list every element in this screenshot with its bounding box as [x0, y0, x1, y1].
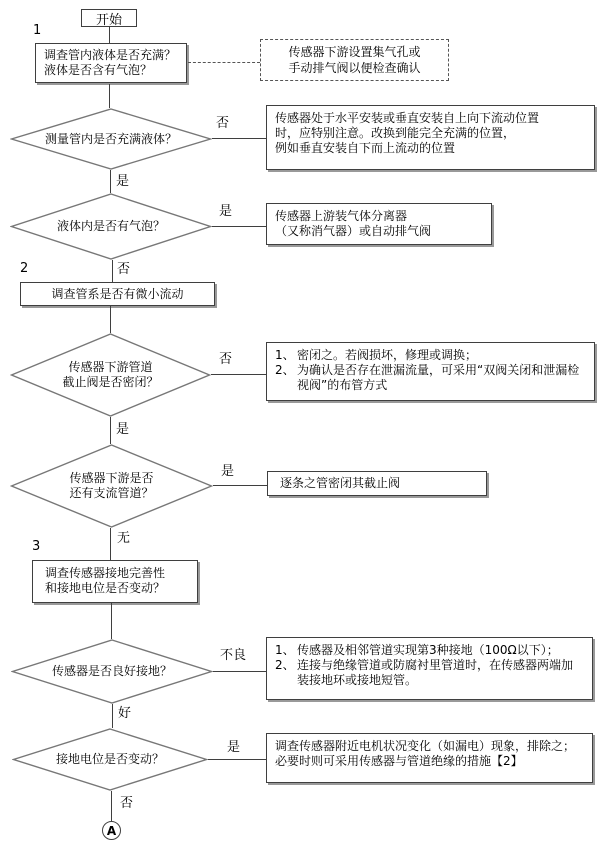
decision-tube-full-label: 测量管内是否充满液体？ — [44, 131, 177, 146]
process-investigate-liquid-line2: 液体是否含有气泡？ — [44, 63, 153, 77]
process-close-valve-item2 — [275, 363, 586, 393]
process-close-branch-valves — [267, 471, 487, 496]
edge-label-yes-6: 是 — [227, 740, 241, 755]
process-close-valve — [266, 342, 595, 401]
connector-d3-d4 — [110, 417, 111, 444]
item1-number: 1、 — [275, 643, 295, 657]
process-investigate-liquid-line1: 调查管内液体是否充满？ — [44, 48, 177, 62]
process-install-position-line2: 时，应特别注意。改换到能完全充满的位置， — [275, 126, 516, 140]
edge-label-none-4: 无 — [117, 531, 131, 546]
item2-number: 2、 — [275, 658, 295, 672]
connector-d2-rect2 — [112, 260, 113, 282]
edge-label-yes-1: 是 — [116, 174, 130, 189]
item1-text: 传感器及相邻管道实现第3种接地（100Ω以下）； — [297, 643, 559, 657]
process-gas-separator-line2: （又称消气器）或自动排气阀 — [275, 224, 432, 238]
connector-d1-d2 — [110, 170, 111, 193]
item2-text: 为确认是否存在泄漏流量，可采用“双阀关闭和泄漏检视阀”的布管方式 — [297, 363, 580, 392]
edge-label-bad-5: 不良 — [220, 648, 247, 663]
note-vent-valve — [260, 39, 449, 81]
decision-bubbles — [10, 193, 212, 260]
process-close-branch-valves-label: 逐条之管密闭其截止阀 — [280, 476, 401, 490]
process-grounding-check — [32, 560, 198, 603]
process-grounding-actions — [266, 637, 593, 700]
edge-label-yes-2: 是 — [219, 204, 233, 219]
process-motor-leakage-label: 调查传感器附近电机状况变化（如漏电）现象，排除之；必要时则可采用传感器与管道绝缘的措施【2】 — [275, 739, 576, 768]
note-vent-valve-line1: 传感器下游设置集气孔或 — [288, 45, 421, 59]
section-label-3: 3 — [32, 539, 41, 554]
decision-ground-potential-label: 接地电位是否变动？ — [55, 752, 164, 766]
decision-bubbles-label: 液体内是否有气泡？ — [56, 219, 165, 233]
process-install-position-line3: 例如垂直安装自下而上流动的位置 — [275, 141, 456, 155]
decision-good-ground — [11, 639, 213, 704]
process-grounding-actions-item1 — [275, 643, 584, 658]
edge-label-good-5: 好 — [118, 706, 132, 721]
connector-d1-boxfill — [212, 138, 266, 139]
connector-rect1-d1 — [109, 84, 110, 108]
item2-number: 2、 — [275, 363, 295, 377]
offpage-connector-a — [102, 821, 121, 840]
connector-rect2-d3 — [110, 306, 111, 333]
offpage-connector-a-label: A — [106, 823, 117, 838]
connector-d4-boxbranch — [213, 485, 267, 486]
edge-label-yes-3: 是 — [116, 422, 130, 437]
section-label-2: 2 — [20, 261, 29, 276]
connector-d4-rect3 — [110, 528, 111, 560]
connector-d5-boxground — [213, 671, 266, 672]
decision-shutoff-valve-line2: 截止阀是否密闭？ — [62, 375, 159, 389]
decision-tube-full — [10, 108, 212, 170]
edge-label-no-2: 否 — [117, 262, 131, 277]
start-label: 开始 — [95, 12, 122, 28]
process-micro-flow-label: 调查管系是否有微小流动 — [51, 287, 184, 301]
decision-shutoff-valve-line1: 传感器下游管道 — [68, 360, 153, 374]
section-label-1: 1 — [33, 23, 42, 38]
connector-d5-d6 — [112, 704, 113, 728]
connector-d2-boxbubble — [212, 226, 266, 227]
process-grounding-check-line2: 和接地电位是否变动？ — [45, 581, 166, 595]
start-node — [81, 9, 137, 27]
connector-d6-terminator — [111, 791, 112, 821]
edge-label-yes-4: 是 — [221, 464, 235, 479]
process-motor-leakage — [266, 733, 593, 783]
decision-branch-pipes-label — [10, 444, 213, 528]
process-gas-separator — [266, 203, 492, 245]
decision-ground-potential — [12, 728, 208, 791]
process-investigate-liquid — [35, 43, 187, 83]
connector-rect3-d5 — [111, 603, 112, 639]
decision-branch-pipes — [10, 444, 213, 528]
item2-text: 连接与绝缘管道或防腐衬里管道时，在传感器两端加装接地环或接地短管。 — [297, 658, 574, 687]
note-vent-valve-line2: 手动排气阀以便检查确认 — [288, 61, 421, 75]
decision-shutoff-valve — [10, 333, 211, 417]
process-install-position-line1: 传感器处于水平安装或垂直安装自上向下流动位置 — [275, 111, 540, 125]
item1-number: 1、 — [275, 348, 295, 362]
edge-label-no-3: 否 — [219, 352, 233, 367]
decision-branch-pipes-line2: 还有支流管道？ — [69, 486, 154, 500]
process-gas-separator-line1: 传感器上游装气体分离器 — [275, 209, 408, 223]
process-grounding-actions-item2 — [275, 658, 584, 688]
connector-start-rect1 — [109, 27, 110, 43]
connector-d6-boxmotor — [208, 759, 266, 760]
dashed-connector — [188, 62, 260, 63]
process-micro-flow — [20, 282, 215, 306]
decision-shutoff-valve-label — [10, 333, 211, 417]
decision-branch-pipes-line1: 传感器下游是否 — [69, 471, 154, 485]
edge-label-no-1: 否 — [216, 116, 230, 131]
process-grounding-check-line1: 调查传感器接地完善性 — [45, 566, 166, 580]
process-close-valve-item1 — [275, 348, 586, 363]
item1-text: 密闭之。若阀损坏，修理或调换； — [297, 348, 478, 362]
edge-label-no-6: 否 — [120, 796, 134, 811]
decision-good-ground-label: 传感器是否良好接地？ — [51, 664, 172, 678]
connector-d3-boxvalve — [211, 374, 266, 375]
process-install-position — [266, 105, 595, 170]
